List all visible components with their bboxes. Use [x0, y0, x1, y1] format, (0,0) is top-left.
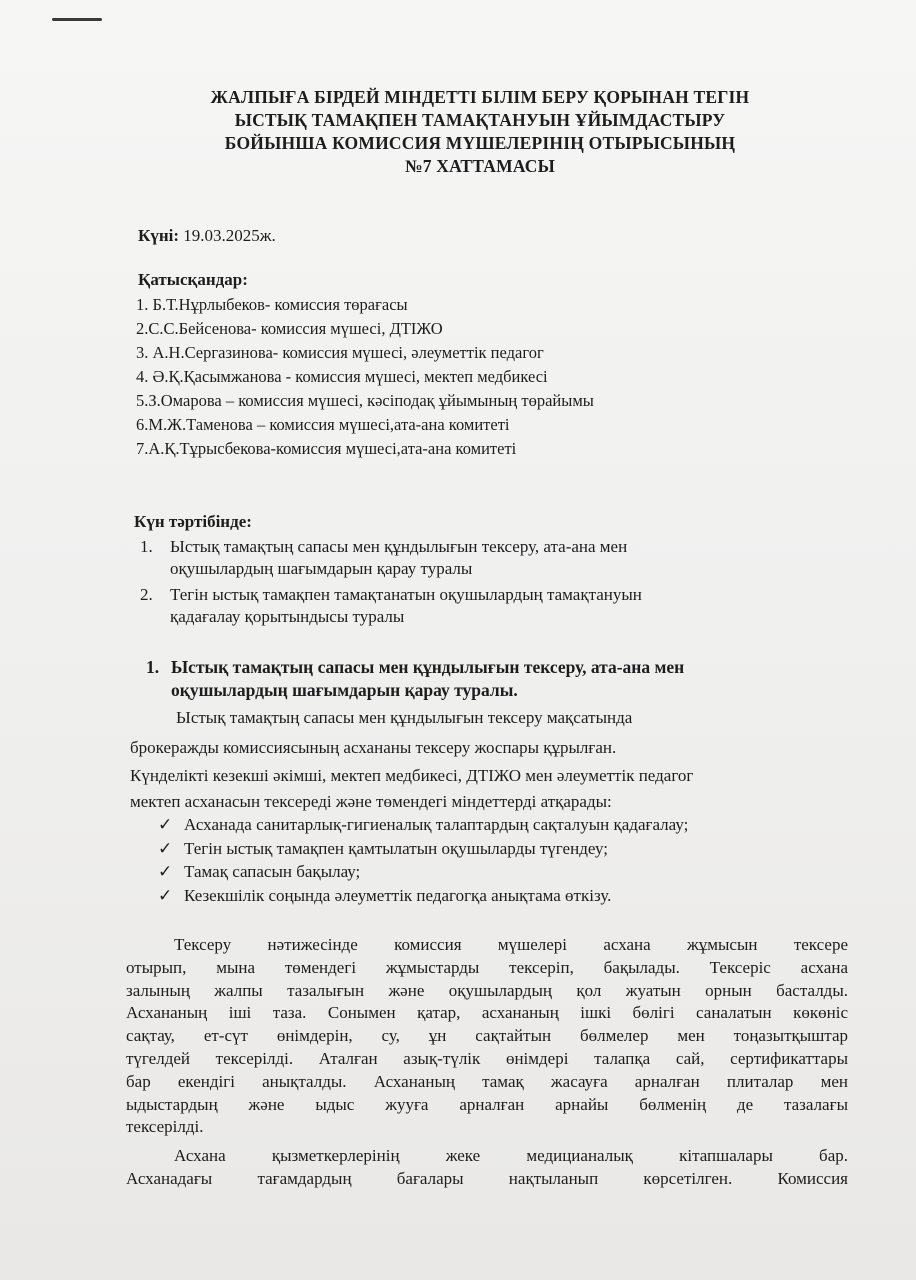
agenda-item-line: қадағалау қорытындысы туралы [170, 607, 405, 626]
section-1-heading [146, 656, 866, 702]
intro-line: мектеп асханасын тексереді және төмендегі міндеттерді атқарады: [130, 792, 612, 811]
participant-item: 4. Ә.Қ.Қасымжанова - комиссия мүшесі, мектеп медбикесі [136, 367, 548, 386]
participant-item: 3. А.Н.Сергазинова- комиссия мүшесі, әлеуметтік педагог [136, 343, 544, 362]
body-line: ыдыстардың және ыдыс жууға арналған арнайы бөлменің де тазалағы [126, 1094, 848, 1114]
title-line: №7 ХАТТАМАСЫ [404, 156, 556, 176]
section-1-heading-line: Ыстық тамақтың сапасы мен құндылығын тексеру, ата-ана мен [171, 657, 685, 677]
body-line: залының жалпы тазалығын және оқушылардың қол жуатын орнын басталды. [126, 980, 848, 1000]
document-title [100, 86, 860, 178]
checkmark-icon: ✓ [158, 838, 173, 858]
agenda-item [140, 536, 840, 580]
pen-mark [52, 18, 102, 21]
meeting-date [138, 226, 276, 246]
body-line: Асханадағы тағамдардың бағалары нақтыланып көрсетілген. Комиссия [126, 1168, 848, 1188]
participants-heading: Қатысқандар: [138, 270, 248, 289]
checkmark-icon: ✓ [158, 862, 173, 881]
body-line: отырып, мына төмендегі жұмыстарды тексеріп, бақылады. Тексеріс асхана [126, 957, 848, 977]
title-line: ЫСТЫҚ ТАМАҚПЕН ТАМАҚТАНУЫН ҰЙЫМДАСТЫРУ [234, 110, 726, 130]
checklist-item-text: Асханада санитарлық-гигиеналық талаптардың сақталуын қадағалау; [184, 815, 689, 834]
participant-item: 6.М.Ж.Таменова – комиссия мүшесі,ата-ана комитеті [136, 415, 510, 434]
participant-item: 7.А.Қ.Тұрысбекова-комиссия мүшесі,ата-ана комитеті [136, 439, 517, 458]
date-value: 19.03.2025ж. [179, 226, 276, 245]
agenda-heading: Күн тәртібінде: [134, 512, 252, 531]
checklist-item-text: Тегін ыстық тамақпен қамтылатын оқушыларды түгендеу; [184, 838, 608, 858]
checkmark-icon: ✓ [158, 815, 173, 834]
title-line: БОЙЫНША КОМИССИЯ МҮШЕЛЕРІНІҢ ОТЫРЫСЫНЫҢ [224, 133, 736, 153]
body-line: Тексеру нәтижесінде комиссия мүшелері асхана жұмысын тексере [174, 935, 848, 954]
agenda-item [140, 584, 840, 628]
agenda-item-number: 2. [140, 585, 153, 604]
participants-list [136, 293, 594, 461]
body-line: тексерілді. [126, 1117, 204, 1137]
checkmark-icon: ✓ [158, 885, 173, 905]
checklist-item [158, 813, 688, 837]
participant-item: 2.С.С.Бейсенова- комиссия мүшесі, ДТІЖО [136, 319, 443, 338]
checklist-item-text: Тамақ сапасын бақылау; [184, 862, 361, 881]
agenda-item-number: 1. [140, 537, 153, 556]
body-line: түгелдей тексерілді. Аталған азық-түлік өнімдері талапқа сай, сертификаттары [126, 1048, 848, 1068]
body-line: Асхананың іші таза. Сонымен қатар, асхананың ішкі бөлігі саналатын көкөніс [126, 1003, 848, 1023]
intro-line: брокеражды комиссиясының асхананы тексеру жоспары құрылған. [130, 738, 617, 757]
checklist-item [158, 884, 688, 908]
intro-line: Күнделікті кезекші әкімші, мектеп медбикесі, ДТІЖО мен әлеуметтік педагог [130, 766, 694, 785]
section-1-number: 1. [146, 657, 160, 677]
body-line: Асхана қызметкерлерінің жеке медицианалық кітапшалары бар. [174, 1146, 848, 1166]
intro-line: Ыстық тамақтың сапасы мен құндылығын тексеру мақсатында [176, 708, 633, 727]
duties-checklist [158, 813, 688, 907]
date-label: Күні: [138, 226, 180, 245]
checklist-item [158, 860, 688, 884]
checklist-item-text: Кезекшілік соңында әлеуметтік педагогқа анықтама өткізу. [184, 885, 612, 905]
agenda-item-line: оқушылардың шағымдарын қарау туралы [170, 559, 473, 578]
checklist-item [158, 837, 688, 861]
title-line: ЖАЛПЫҒА БІРДЕЙ МІНДЕТТІ БІЛІМ БЕРУ ҚОРЫНАН ТЕГІН [210, 87, 750, 107]
section-1-heading-line: оқушылардың шағымдарын қарау туралы. [171, 680, 518, 700]
agenda-item-line: Ыстық тамақтың сапасы мен құндылығын тексеру, ата-ана мен [170, 537, 628, 556]
participant-item: 5.З.Омарова – комиссия мүшесі, кәсіподақ ұйымының төрайымы [136, 391, 594, 410]
body-line: бар екендігі анықталды. Асхананың тамақ жасауға арналған плиталар мен [126, 1071, 848, 1091]
agenda-item-line: Тегін ыстық тамақпен тамақтанатын оқушылардың тамақтануын [170, 585, 642, 604]
body-line: сақтау, ет-сүт өнімдерін, су, ұн сақтайтын бөлмелер мен тоңазытқыштар [126, 1026, 848, 1046]
participant-item: 1. Б.Т.Нұрлыбеков- комиссия төрағасы [136, 295, 408, 314]
agenda-list [140, 536, 840, 632]
inspection-results-text [126, 934, 848, 1191]
